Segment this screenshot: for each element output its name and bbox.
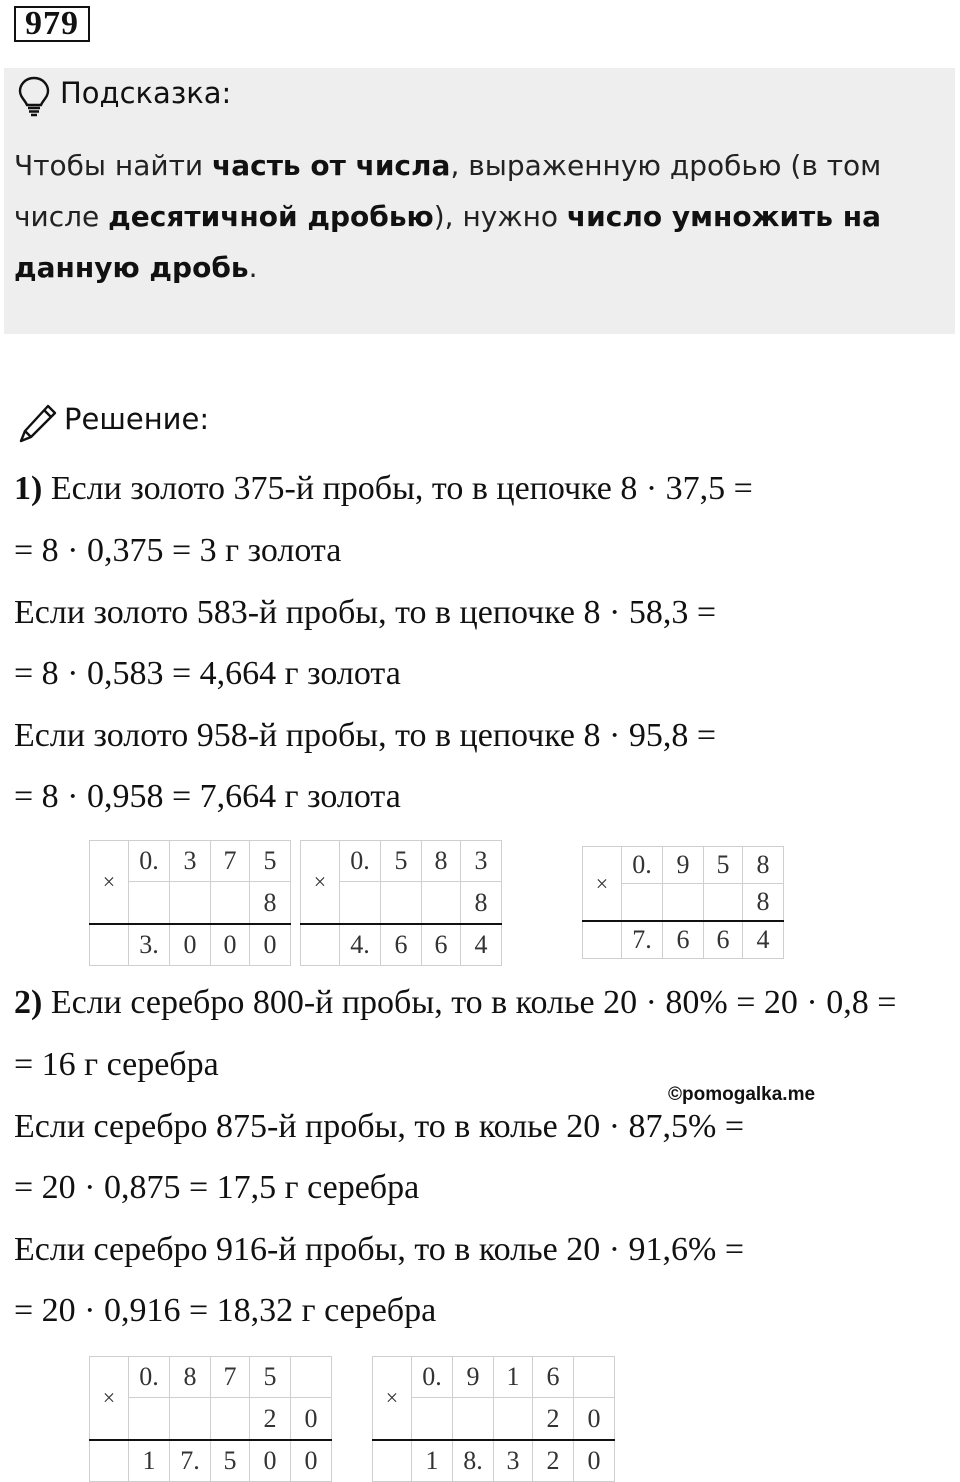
calc-cell: 5 <box>381 841 422 882</box>
calc-cell: 5 <box>211 1440 250 1482</box>
hint-emphasis: часть от числа <box>211 149 451 182</box>
hint-title: Подсказка: <box>60 76 232 110</box>
calc-cell <box>90 1440 129 1482</box>
task-number: 979 <box>14 6 90 42</box>
calc-cell <box>129 882 170 925</box>
multiplication-table <box>89 840 291 966</box>
calc-cell <box>494 1398 533 1441</box>
calc-cell: 8 <box>461 882 502 925</box>
solution-line: = 8 · 0,583 = 4,664 г золота <box>14 655 401 692</box>
hint-fragment: Чтобы найти <box>14 149 212 182</box>
calc-cell: 9 <box>453 1357 494 1398</box>
calc-cell <box>453 1398 494 1441</box>
calc-cell: 1 <box>494 1357 533 1398</box>
calc-cell: 0 <box>574 1440 615 1482</box>
calc-cell: 0. <box>129 841 170 882</box>
calc-cell: 2 <box>533 1398 574 1441</box>
calc-cell: 5 <box>704 847 743 884</box>
calc-cell: 6 <box>533 1357 574 1398</box>
calc-cell <box>622 884 663 922</box>
calc-cell <box>373 1440 412 1482</box>
calc-cell: 0 <box>291 1398 332 1441</box>
calc-cell: 5 <box>250 1357 291 1398</box>
calc-cell <box>663 884 704 922</box>
calc-cell: 6 <box>422 924 461 966</box>
calc-cell: 1 <box>412 1440 453 1482</box>
hint-emphasis: десятичной дробью <box>108 200 434 233</box>
multiply-sign: × <box>373 1357 412 1441</box>
hint-fragment: , выраженную дробью (в том числе <box>14 149 882 233</box>
calc-cell: 6 <box>663 921 704 959</box>
solution-line: Если золото 583-й пробы, то в цепочке 8 · 58,3 = <box>14 594 717 631</box>
solution-line: Если серебро 916-й пробы, то в колье 20 · 91,6% = <box>14 1231 745 1268</box>
solution-line: = 8 · 0,375 = 3 г золота <box>14 532 342 569</box>
multiplication-table <box>300 840 502 966</box>
multiply-sign: × <box>583 847 622 922</box>
solution-line: 2) Если серебро 800-й пробы, то в колье 20 · 80% = 20 · 0,8 = <box>14 984 897 1021</box>
hint-fragment: . <box>248 251 258 284</box>
calc-cell: 2 <box>250 1398 291 1441</box>
calc-cell: 8 <box>422 841 461 882</box>
calc-cell <box>129 1398 170 1441</box>
calc-cell <box>340 882 381 925</box>
calc-cell: 0. <box>129 1357 170 1398</box>
calc-cell: 3. <box>129 924 170 966</box>
calc-cell <box>574 1357 615 1398</box>
calc-cell <box>422 882 461 925</box>
calc-cell: 3 <box>494 1440 533 1482</box>
lightbulb-icon <box>17 75 51 117</box>
calc-cell: 3 <box>461 841 502 882</box>
part-marker: 1) <box>14 470 43 507</box>
calc-cell: 7. <box>170 1440 211 1482</box>
calc-cell: 0 <box>250 924 291 966</box>
calc-cell: 0. <box>340 841 381 882</box>
calc-cell <box>381 882 422 925</box>
calc-cell: 6 <box>704 921 743 959</box>
calc-cell: 7 <box>211 841 250 882</box>
multiplication-table <box>89 1356 332 1482</box>
calc-cell: 8 <box>170 1357 211 1398</box>
solution-title: Решение: <box>64 402 210 436</box>
calc-cell: 0 <box>250 1440 291 1482</box>
calc-cell: 7 <box>211 1357 250 1398</box>
multiply-sign: × <box>90 1357 129 1441</box>
calc-cell <box>301 924 340 966</box>
calc-cell: 5 <box>250 841 291 882</box>
calc-cell: 0 <box>291 1440 332 1482</box>
calc-cell: 2 <box>533 1440 574 1482</box>
multiplication-table <box>582 846 784 959</box>
part-marker: 2) <box>14 984 43 1021</box>
calc-cell: 8. <box>453 1440 494 1482</box>
calc-cell: 4 <box>743 921 784 959</box>
hint-emphasis: число умножить на данную дробь <box>14 200 881 284</box>
calc-cell <box>211 1398 250 1441</box>
calc-cell <box>170 882 211 925</box>
solution-line: = 16 г серебра <box>14 1046 219 1083</box>
calc-cell: 8 <box>743 884 784 922</box>
calc-cell <box>291 1357 332 1398</box>
calc-cell <box>211 882 250 925</box>
calc-cell <box>90 924 129 966</box>
solution-line: = 8 · 0,958 = 7,664 г золота <box>14 778 401 815</box>
calc-cell: 0 <box>211 924 250 966</box>
calc-cell: 9 <box>663 847 704 884</box>
pencil-icon <box>18 402 58 444</box>
hint-text <box>14 140 914 293</box>
calc-cell: 1 <box>129 1440 170 1482</box>
calc-cell: 4. <box>340 924 381 966</box>
solution-line: Если золото 958-й пробы, то в цепочке 8 · 95,8 = <box>14 717 717 754</box>
calc-cell: 4 <box>461 924 502 966</box>
solution-line: 1) Если золото 375-й пробы, то в цепочке 8 · 37,5 = <box>14 470 753 507</box>
calc-cell: 7. <box>622 921 663 959</box>
calc-cell: 8 <box>250 882 291 925</box>
multiplication-table <box>372 1356 615 1482</box>
calc-cell: 0. <box>622 847 663 884</box>
calc-cell: 0 <box>574 1398 615 1441</box>
calc-cell: 0 <box>170 924 211 966</box>
calc-cell <box>704 884 743 922</box>
calc-cell: 0. <box>412 1357 453 1398</box>
multiply-sign: × <box>301 841 340 925</box>
watermark: ©pomogalka.me <box>668 1084 816 1105</box>
calc-cell: 3 <box>170 841 211 882</box>
solution-line: = 20 · 0,875 = 17,5 г серебра <box>14 1169 420 1206</box>
calc-cell <box>412 1398 453 1441</box>
calc-cell <box>170 1398 211 1441</box>
calc-cell: 8 <box>743 847 784 884</box>
calc-cell <box>583 921 622 959</box>
multiply-sign: × <box>90 841 129 925</box>
hint-fragment: ), нужно <box>433 200 567 233</box>
calc-cell: 6 <box>381 924 422 966</box>
solution-line: = 20 · 0,916 = 18,32 г серебра <box>14 1292 437 1329</box>
solution-line: Если серебро 875-й пробы, то в колье 20 · 87,5% = <box>14 1108 745 1145</box>
